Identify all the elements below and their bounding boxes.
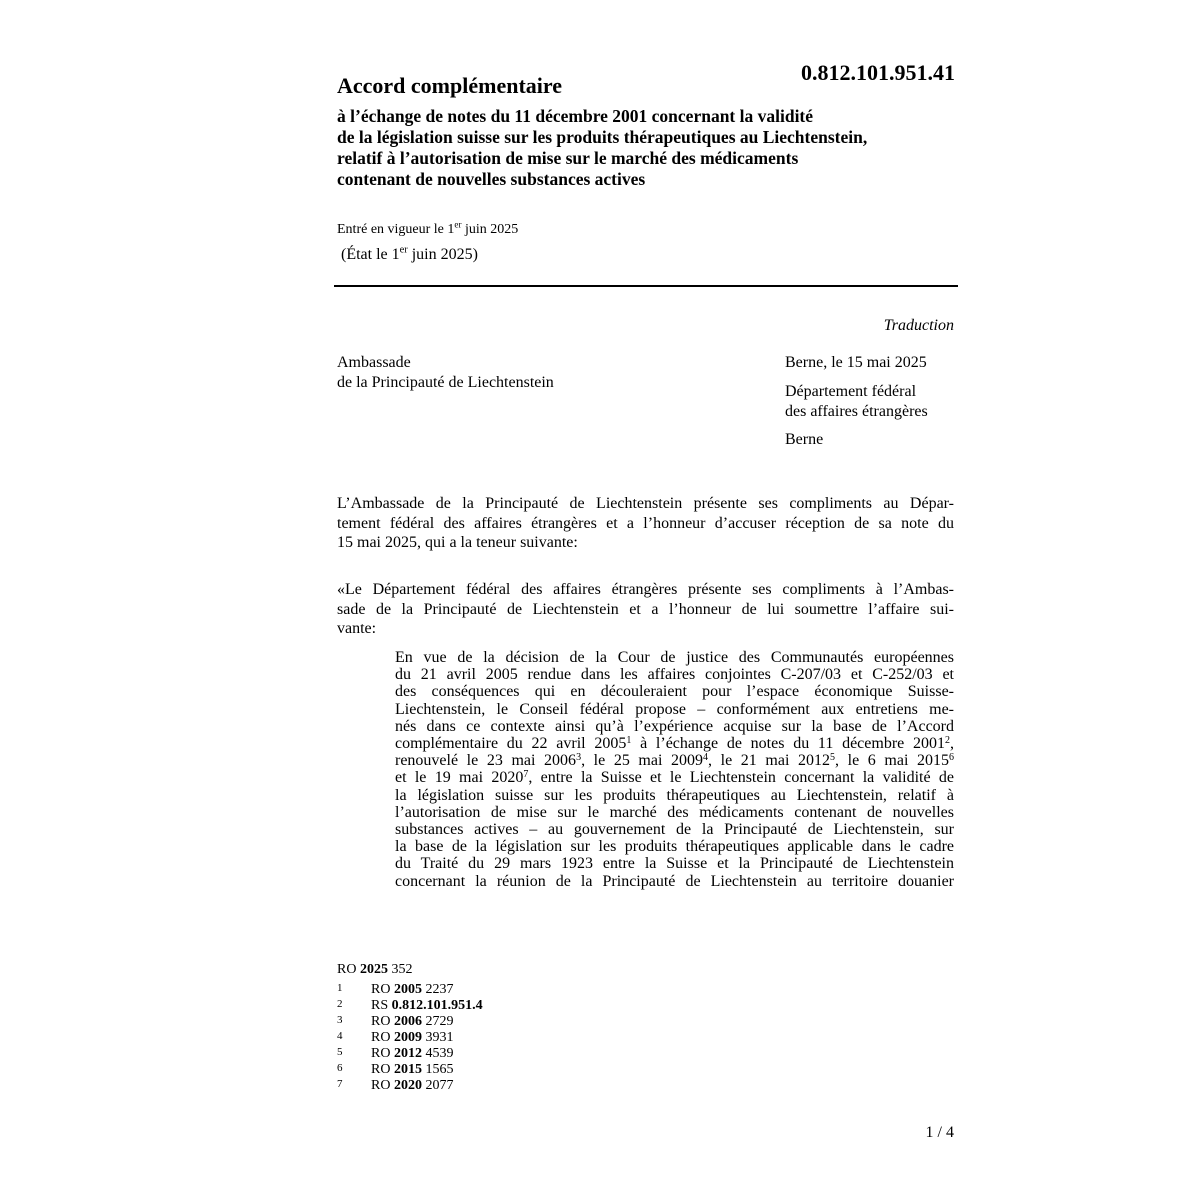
subtitle-line: contenant de nouvelles substances actives	[337, 169, 646, 189]
in-force-date: Entré en vigueur le 1er juin 2025	[337, 219, 519, 237]
header-divider	[334, 285, 958, 287]
footnote-ref: 5	[830, 752, 836, 764]
footnote: 6 RO 2015 1565	[337, 1062, 454, 1077]
body-paragraph: L’Ambassade de la Principauté de Liechtenstein présente ses compliments au Dépar- tement fédéral des affaires étrangères et a l’honneur d’accuser réception de sa note du 15 mai 2025, qui a la teneur suivante:	[337, 495, 954, 551]
subtitle-line: relatif à l’autorisation de mise sur le marché des médicaments	[337, 148, 799, 168]
sender-line: Ambassade	[337, 354, 411, 371]
sender-address	[337, 353, 554, 393]
translation-label: Traduction	[883, 317, 954, 334]
footnote: 3 RO 2006 2729	[337, 1014, 454, 1029]
footnote-ref: 1	[626, 735, 632, 747]
footnote-ref: 3	[576, 752, 582, 764]
footnote-ref: 7	[523, 769, 529, 781]
document-subtitle	[337, 106, 967, 190]
footnote: 7 RO 2020 2077	[337, 1078, 454, 1093]
document-title: Accord complémentaire	[337, 73, 563, 98]
footnote: 4 RO 2009 3931	[337, 1030, 454, 1045]
footnote: 2 RS 0.812.101.951.4	[337, 998, 483, 1013]
footnote-ref: 4	[703, 752, 709, 764]
subtitle-line: de la législation suisse sur les produits thérapeutiques au Liechtenstein,	[337, 127, 868, 147]
place-date: Berne, le 15 mai 2025	[785, 354, 927, 371]
footnote-ref: 2	[945, 735, 950, 747]
footnote: 1 RO 2005 2237	[337, 982, 454, 997]
page-number: 1 / 4	[925, 1124, 954, 1141]
subtitle-line: à l’échange de notes du 11 décembre 2001 concernant la validité	[337, 106, 814, 126]
recipient-address	[785, 382, 928, 422]
recipient-city: Berne	[785, 431, 824, 448]
recipient-line: des affaires étrangères	[785, 403, 928, 420]
footnote: 5 RO 2012 4539	[337, 1046, 454, 1061]
footnotes	[337, 982, 483, 1094]
body-paragraph: «Le Département fédéral des affaires étrangères présente ses compliments à l’Ambas- sade de la Principauté de Liechtenstein et a l’honneur de lui soumettre l’affaire sui- vante:	[337, 581, 954, 637]
indented-paragraph: En vue de la décision de la Cour de justice des Communautés européennes du 21 avril 2005 rendue dans les affaires conjointes C-207/03 et C-252/03 et des conséquences qui en découleraient pour l’espace économique Suisse- Liechtenstein, le Conseil fédéral propose – conformément aux entretiens me- nés dans ce contexte ainsi qu’à l’expérience acquise sur la base de l’Accord complémentaire du 22 avril 2005$^1$ à l’échange de notes du 11 décembre 2001$^2$, renouvelé le 23 mai 2006$^3$, le 25 mai 2009$^4$, le 21 mai 2012$^5$, le 6 mai 2015$^6$ et le 19 mai 2020$^7$, entre la Suisse et le Liechtenstein concernant la validité de la législation suisse sur les produits thérapeutiques au Liechtenstein, relatif à l’autorisation de mise sur le marché des médicaments contenant de nouvelles substances actives – au gouvernement de la Principauté de Liechtenstein, sur la base de la législation sur les produits thérapeutiques applicable dans le cadre du Traité du 29 mars 1923 entre la Suisse et la Principauté de Liechtenstein concernant la réunion de la Principauté de Liechtenstein au territoire douanier	[395, 649, 955, 890]
footnote-ref: 6	[949, 752, 955, 764]
sr-number: 0.812.101.951.41	[801, 60, 955, 85]
recipient-line: Département fédéral	[785, 383, 917, 400]
sender-line: de la Principauté de Liechtenstein	[337, 374, 554, 391]
status-date: (État le 1er juin 2025)	[341, 244, 478, 263]
ro-reference: RO 2025 352	[337, 962, 413, 977]
